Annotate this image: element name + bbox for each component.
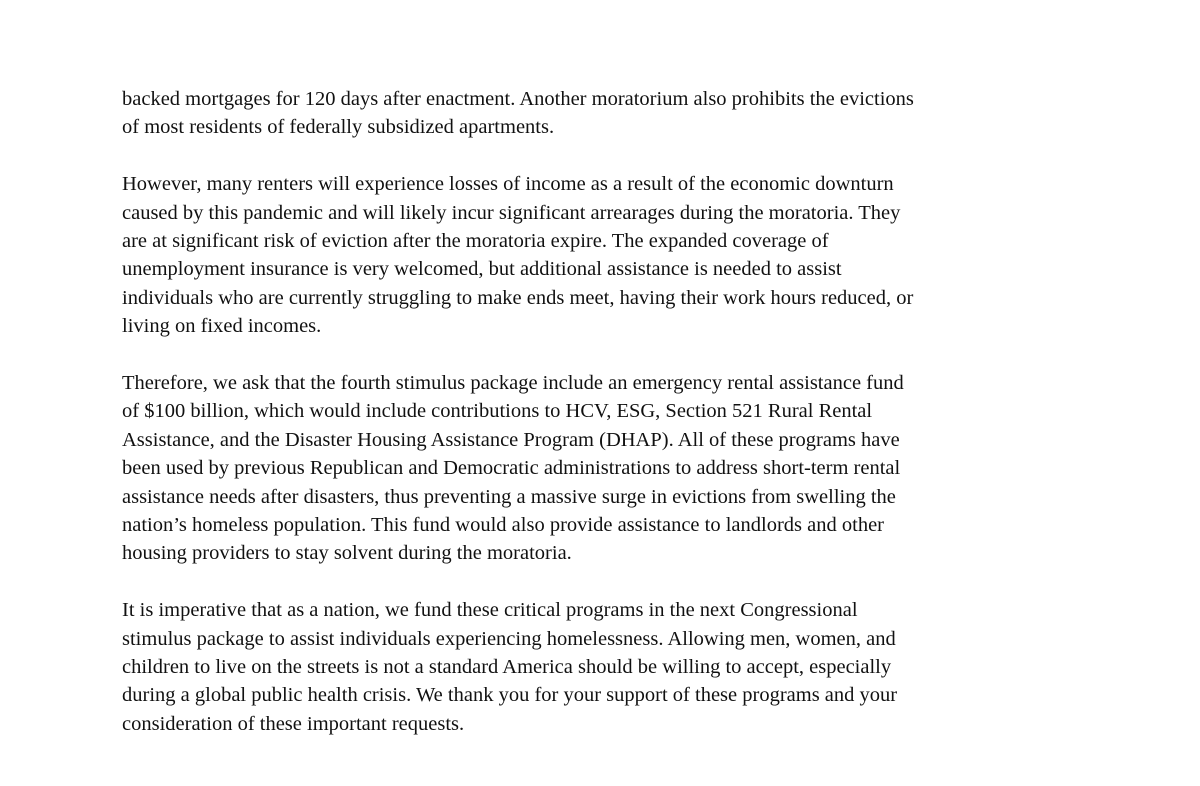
paragraph-closing-request [122,596,1082,738]
paragraph-line: are at significant risk of eviction after the moratoria expire. The expanded coverage of [122,230,829,253]
paragraph-line: of most residents of federally subsidized apartments. [122,116,555,139]
paragraph-line: during a global public health crisis. We thank you for your support of these programs and your [122,684,898,707]
paragraph-line: stimulus package to assist individuals experiencing homelessness. Allowing men, women, and [122,627,896,650]
paragraph-line: backed mortgages for 120 days after enactment. Another moratorium also prohibits the evictions [122,88,914,110]
paragraph-line: Therefore, we ask that the fourth stimulus package include an emergency rental assistance fund [122,372,904,395]
paragraph-line: consideration of these important requests. [122,712,465,735]
paragraph-rental-assistance-fund [122,369,1082,568]
paragraph-line: children to live on the streets is not a standard America should be willing to accept, especially [122,656,892,679]
paragraph-line: caused by this pandemic and will likely incur significant arrearages during the moratoria. They [122,201,901,224]
paragraph-line: been used by previous Republican and Democratic administrations to address short-term rental [122,457,901,480]
paragraph-line: nation’s homeless population. This fund would also provide assistance to landlords and other [122,514,884,537]
paragraph-line: It is imperative that as a nation, we fund these critical programs in the next Congressional [122,599,858,622]
paragraph-line: unemployment insurance is very welcomed, but additional assistance is needed to assist [122,258,842,281]
paragraph-line: living on fixed incomes. [122,315,322,338]
paragraph-line: assistance needs after disasters, thus preventing a massive surge in evictions from swelling the [122,485,896,508]
paragraph-line: of $100 billion, which would include contributions to HCV, ESG, Section 521 Rural Rental [122,400,873,423]
paragraph-line: Assistance, and the Disaster Housing Assistance Program (DHAP). All of these programs have [122,428,900,451]
paragraph-line: individuals who are currently struggling to make ends meet, having their work hours reduced, or [122,286,914,309]
paragraph-line: However, many renters will experience losses of income as a result of the economic downturn [122,173,894,196]
paragraph-line: housing providers to stay solvent during the moratoria. [122,542,572,565]
letter-body [122,85,1082,767]
paragraph-mortgage-moratorium [122,85,1082,142]
paragraph-renter-income-loss [122,170,1082,340]
